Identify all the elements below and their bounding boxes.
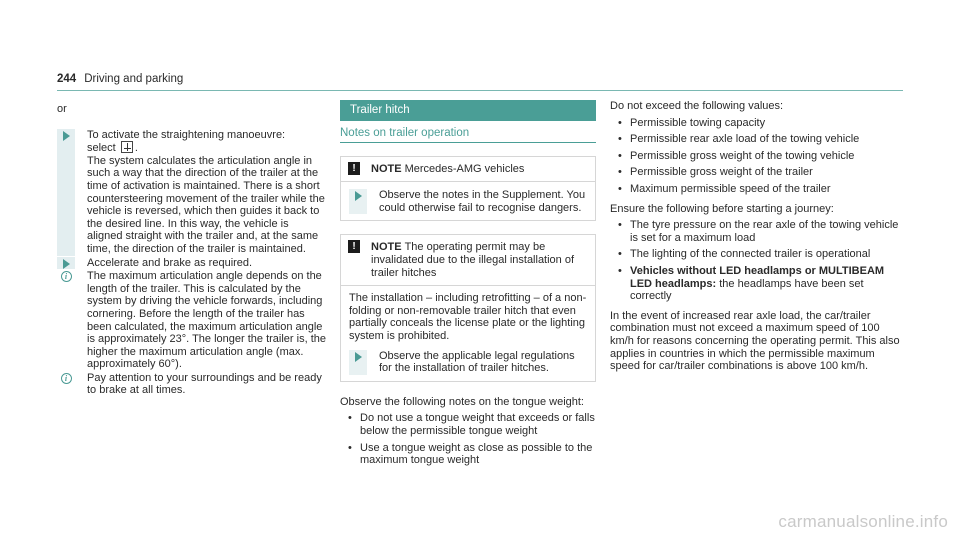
note-text: The operating permit may be invalidated due to the illegal installation of trailer hitches — [371, 241, 575, 279]
page-number: 244 — [57, 73, 77, 85]
values-intro: Do not exceed the following values: — [610, 100, 784, 112]
list-item: • Vehicles without LED headlamps or MULTIBEAM LED headlamps: the headlamps have been set correctly — [618, 265, 902, 303]
section-title: Driving and parking — [84, 73, 184, 85]
or-text: or — [57, 103, 67, 115]
list-item: • Maximum permissible speed of the trailer — [618, 183, 902, 196]
note-box-permit — [340, 234, 596, 381]
step-arrow-icon — [57, 129, 75, 145]
closing-paragraph: In the event of increased rear axle load, the car/trailer combination must not exceed a maximum speed of 100 km/h for reasons concerning the operating permit. This also applies in countries in which the permissible maximum speed for car/trailer combinations is above 100 km/h. — [610, 309, 900, 373]
column-1 — [57, 100, 327, 398]
column-3 — [610, 100, 902, 373]
list-item: • The lighting of the connected trailer is operational — [618, 248, 902, 261]
list-item: • Permissible gross weight of the trailer — [618, 166, 902, 179]
list-item: • Permissible rear axle load of the towing vehicle — [618, 133, 902, 146]
note-text: Mercedes-AMG vehicles — [404, 162, 525, 175]
note-box-amg — [340, 156, 596, 222]
note-label: NOTE — [371, 241, 402, 254]
info-icon: i — [61, 271, 72, 282]
page-header — [57, 73, 183, 86]
watermark: carmanualsonline.info — [778, 512, 948, 532]
info2-text: Pay attention to your surroundings and be ready to brake at all times. — [87, 371, 322, 397]
list-item: • Permissible towing capacity — [618, 117, 902, 130]
step-straightening: To activate the straightening manoeuvre: select . The system calculates the articulation angle in such a way that the direction of the trailer at the time of activation is maintained. There is a short countersteering movement of the trailer while the vehicle is reversed, which then guides it back to the desired line. In this way, the vehicle is aligned straight with the trailer and, at the same time, the direction of the trailer is maintained. — [57, 129, 327, 256]
tongue-weight-list — [348, 412, 596, 466]
list-item: • Permissible gross weight of the towing vehicle — [618, 150, 902, 163]
tongue-weight-intro: Observe the following notes on the tongue weight: — [340, 395, 584, 408]
step-arrow-icon — [349, 189, 367, 205]
info-icon: i — [61, 373, 72, 384]
note-paragraph: The installation – including retrofitting – of a non-folding or non-removable trailer hitch that even partially conceals the license plate or the lighting system is prohibited. — [349, 292, 587, 342]
ensure-intro: Ensure the following before starting a journey: — [610, 202, 834, 215]
step1-body: The system calculates the articulation angle in such a way that the direction of the trailer at the time of activation is maintained. There is a short countersteering movement of the trailer while the vehicle is reversed, which then guides it back to the desired line. In this way, the vehicle is aligned straight with the trailer and, at the same time, the direction of the trailer is maintained. — [87, 154, 325, 255]
note-step: Observe the applicable legal regulations for the installation of trailer hitches. — [349, 350, 587, 375]
warning-icon: ! — [348, 162, 360, 175]
step-accelerate — [57, 257, 327, 270]
step1-line1: To activate the straightening manoeuvre: — [87, 128, 286, 141]
bold-label: Vehicles without LED headlamps or MULTIBEAM LED headlamps: — [630, 264, 885, 290]
values-list — [618, 117, 902, 196]
column-2 — [340, 100, 596, 467]
list-item: • Use a tongue weight as close as possible to the maximum tongue weight — [348, 442, 596, 467]
step1-select: select — [87, 142, 116, 155]
list-item: • The tyre pressure on the rear axle of the towing vehicle is set for a maximum load — [618, 219, 902, 244]
info-surroundings — [57, 372, 327, 397]
note-step: Observe the notes in the Supplement. You could otherwise fail to recognise dangers. — [349, 189, 587, 214]
step-arrow-icon — [349, 350, 367, 366]
ensure-list — [618, 219, 902, 303]
header-rule — [57, 90, 903, 91]
trailer-hitch-banner: Trailer hitch — [340, 100, 596, 121]
warning-icon: ! — [348, 240, 360, 253]
list-item: • Do not use a tongue weight that exceeds or falls below the permissible tongue weight — [348, 412, 596, 437]
step2-text: Accelerate and brake as required. — [87, 256, 253, 269]
info-articulation — [57, 270, 327, 371]
notes-subheading: Notes on trailer operation — [340, 127, 596, 143]
note-label: NOTE — [371, 162, 402, 175]
straightening-button-icon — [121, 141, 133, 153]
info1-text: The maximum articulation angle depends on the length of the trailer. This is calculated by the system by driving the vehicle forwards, including cornering. Before the length of the trailer has been calculated, the maximum articulation angle is approximately 23°. The longer the trailer is, the higher the maximum articulation angle (max. approximately 60°). — [87, 270, 326, 371]
